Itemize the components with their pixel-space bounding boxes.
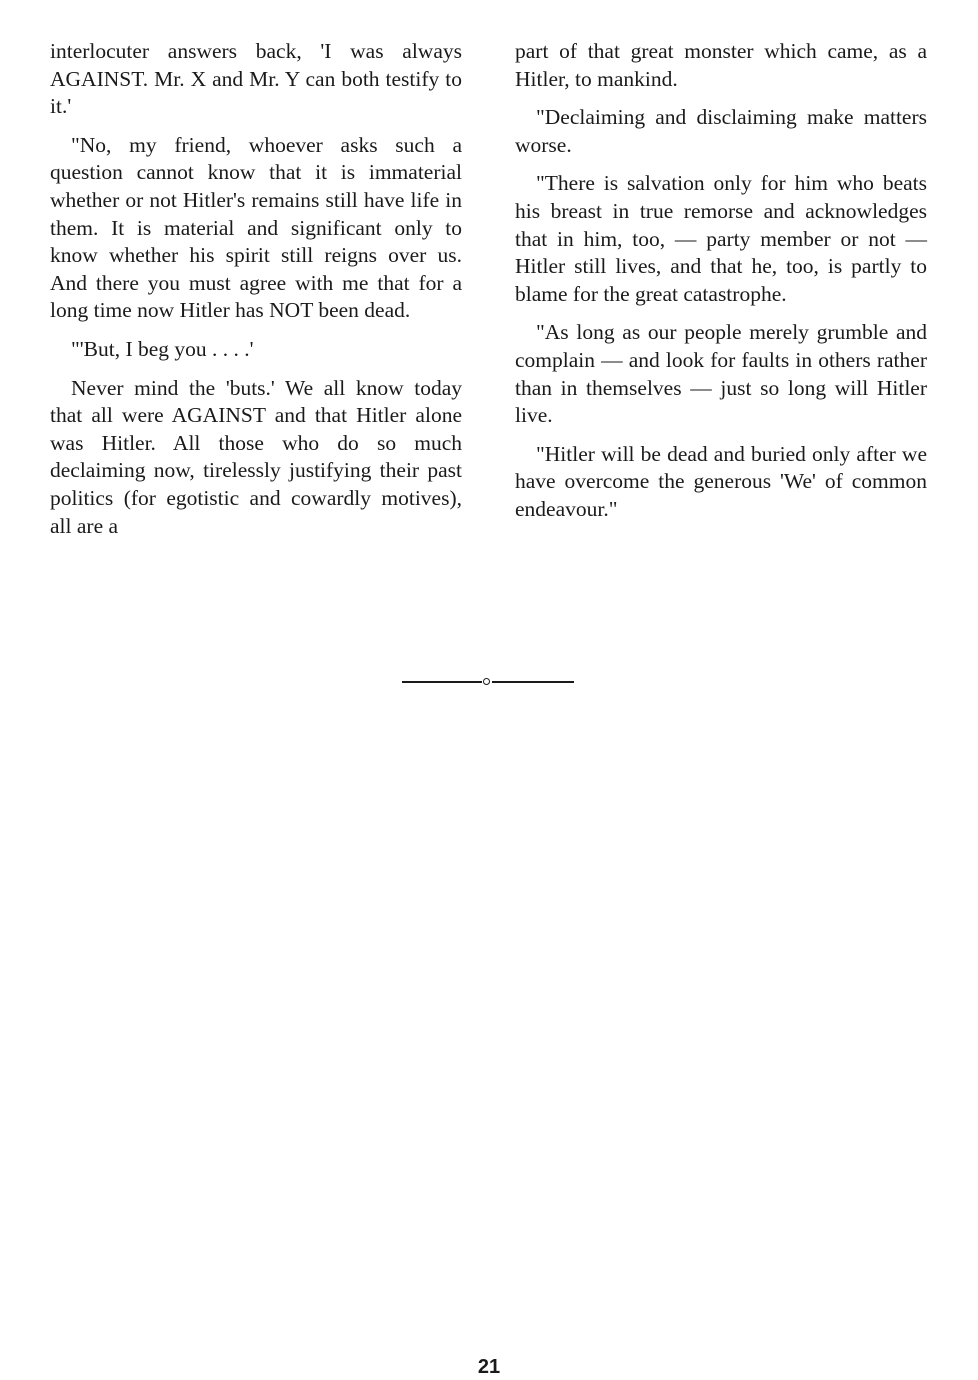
paragraph: "No, my friend, whoever asks such a question cannot know that it is immaterial whether or not Hitler's remains still have life in them. It is material and significant only to know whether his spirit still reigns over us. And there you must agree with me that for a long time now Hitler has NOT been dead. <box>50 132 462 323</box>
left-column <box>50 38 462 551</box>
divider-line-right <box>492 681 574 683</box>
page-number: 21 <box>477 1356 501 1378</box>
paragraph: "Declaiming and disclaiming make matters worse. <box>515 105 927 157</box>
paragraph: interlocuter answers back, 'I was always AGAINST. Mr. X and Mr. Y can both testify to it.' <box>50 39 462 119</box>
paragraph: part of that great monster which came, as a Hitler, to mankind. <box>515 39 927 91</box>
paragraph: "There is salvation only for him who beats his breast in true remorse and acknowledges that in him, too, — party member or not — Hitler still lives, and that he, too, is partly to blame for the great catastrophe. <box>515 171 927 306</box>
paragraph: Never mind the 'buts.' We all know today that all were AGAINST and that Hitler alone was Hitler. All those who do so much declaiming now, tirelessly justifying their past politics (for egotistic and cowardly motives), all are a <box>50 375 462 538</box>
divider-line-left <box>402 681 482 683</box>
paragraph: "'But, I beg you . . . .' <box>71 336 254 361</box>
paragraph: "As long as our people merely grumble and complain — and look for faults in others rather than in themselves — just so long will Hitler live. <box>515 320 927 428</box>
divider-circle-ornament <box>483 678 490 685</box>
section-divider <box>402 677 574 687</box>
right-column <box>515 38 927 535</box>
paragraph: "Hitler will be dead and buried only after we have overcome the generous 'We' of common endeavour." <box>515 441 927 521</box>
